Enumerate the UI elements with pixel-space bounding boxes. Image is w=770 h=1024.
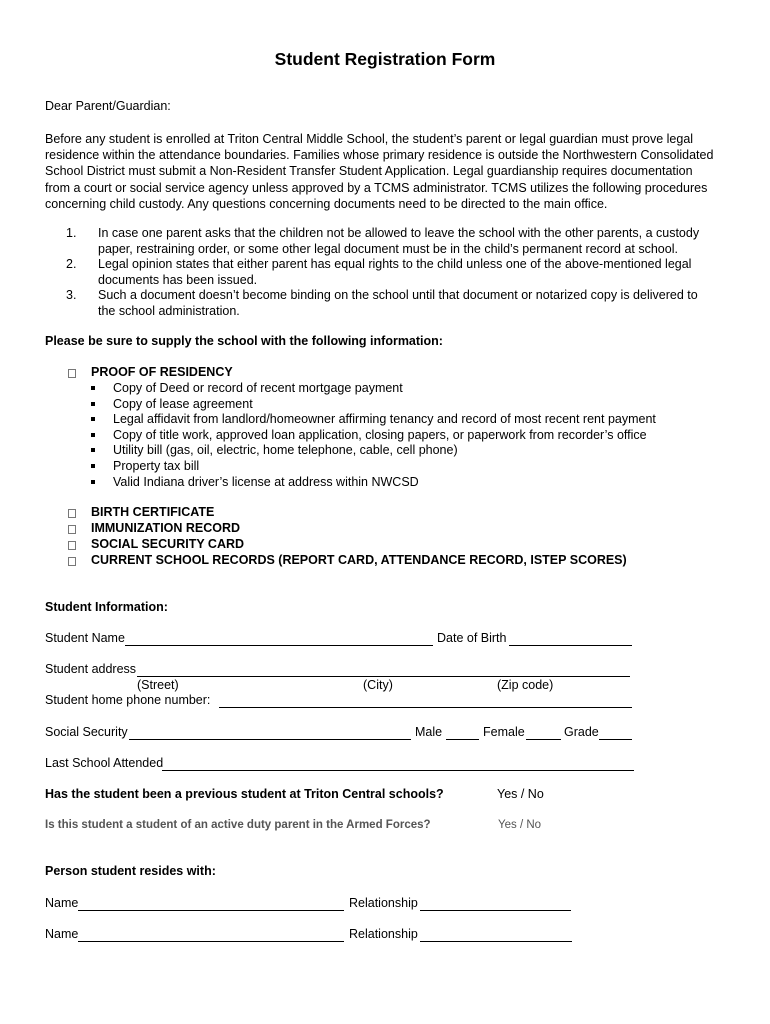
procedure-line: Such a document doesn’t become binding on the school until that document or notarized copy is delivered to [98, 288, 698, 302]
previous-student-options[interactable]: Yes / No [497, 787, 544, 801]
resides-heading: Person student resides with: [45, 864, 216, 878]
residency-heading: PROOF OF RESIDENCY [91, 365, 233, 379]
guardian-name-label: Name [45, 896, 79, 910]
procedure-line: Legal opinion states that either parent has equal rights to the child unless one of the above-mentioned legal [98, 257, 692, 271]
document-checkbox[interactable] [68, 541, 76, 550]
intro-line: from a court or social service agency unless approved by a TCMS administrator. TCMS utilizes the following procedures [45, 180, 708, 195]
list-item: Copy of title work, approved loan application, closing papers, or paperwork from recorder’s office [113, 428, 647, 442]
student-info-heading: Student Information: [45, 600, 168, 614]
student-name-field[interactable] [125, 645, 433, 646]
document-item: BIRTH CERTIFICATE [91, 505, 215, 519]
relationship-field[interactable] [420, 941, 572, 942]
bullet-icon [91, 464, 95, 468]
armed-forces-options[interactable]: Yes / No [498, 819, 542, 831]
relationship-label: Relationship [349, 896, 418, 910]
bullet-icon [91, 433, 95, 437]
intro-line: residence within the attendance boundaries. Families whose primary residence is outside the Northwestern Consolidated [45, 148, 714, 163]
last-school-label: Last School Attended [45, 756, 164, 770]
intro-paragraph [45, 131, 725, 212]
document-item: IMMUNIZATION RECORD [91, 521, 241, 535]
relationship-field[interactable] [420, 910, 571, 911]
zip-label: (Zip code) [497, 678, 554, 692]
armed-forces-question: Is this student a student of an active duty parent in the Armed Forces? [45, 819, 431, 831]
dob-label: Date of Birth [437, 631, 507, 645]
document-item: SOCIAL SECURITY CARD [91, 537, 245, 551]
list-item: Valid Indiana driver’s license at address within NWCSD [113, 475, 419, 489]
list-item: Utility bill (gas, oil, electric, home telephone, cable, cell phone) [113, 443, 458, 457]
grade-field[interactable] [599, 739, 632, 740]
female-label: Female [483, 725, 525, 739]
document-checkbox[interactable] [68, 557, 76, 566]
intro-line: Before any student is enrolled at Triton Central Middle School, the student’s parent or legal guardian must prove legal [45, 132, 694, 146]
female-field[interactable] [526, 739, 561, 740]
supply-heading: Please be sure to supply the school with the following information: [45, 334, 443, 348]
bullet-icon [91, 480, 95, 484]
intro-line: School District must submit a Non-Resident Transfer Student Application. Legal guardianship requires documentation [45, 164, 693, 179]
procedure-number: 1. [66, 226, 77, 240]
procedure-line: documents has been issued. [98, 272, 258, 287]
last-school-field[interactable] [162, 770, 634, 771]
list-item: Copy of Deed or record of recent mortgage payment [113, 381, 403, 395]
guardian-name-field[interactable] [78, 910, 344, 911]
procedure-line: the school administration. [98, 303, 240, 318]
list-item: Legal affidavit from landlord/homeowner affirming tenancy and record of most recent rent payment [113, 412, 656, 426]
phone-label: Student home phone number: [45, 693, 211, 707]
list-item: Copy of lease agreement [113, 397, 253, 411]
document-item: CURRENT SCHOOL RECORDS (REPORT CARD, ATTENDANCE RECORD, ISTEP SCORES) [91, 553, 627, 567]
city-label: (City) [363, 678, 393, 692]
address-label: Student address [45, 662, 137, 676]
bullet-icon [91, 402, 95, 406]
bullet-icon [91, 386, 95, 390]
procedure-line: In case one parent asks that the children not be allowed to leave the school with the other parents, a custody [98, 226, 700, 240]
residency-checkbox[interactable] [68, 369, 76, 378]
guardian-name-field[interactable] [78, 941, 344, 942]
ssn-field[interactable] [129, 739, 411, 740]
procedure-number: 2. [66, 257, 77, 271]
phone-field[interactable] [219, 707, 632, 708]
intro-line: concerning child custody. Any questions concerning documents need to be directed to the main office. [45, 196, 608, 211]
dob-field[interactable] [509, 645, 632, 646]
procedure-line: paper, restraining order, or some other legal document must be in the child’s permanent record at school. [98, 241, 678, 256]
document-checkbox[interactable] [68, 509, 76, 518]
address-field[interactable] [137, 676, 630, 677]
ssn-label: Social Security [45, 725, 128, 739]
list-item: Property tax bill [113, 459, 200, 473]
bullet-icon [91, 417, 95, 421]
male-label: Male [415, 725, 443, 739]
bullet-icon [91, 448, 95, 452]
page-title: Student Registration Form [274, 49, 496, 69]
previous-student-question: Has the student been a previous student at Triton Central schools? [45, 787, 444, 801]
procedure-number: 3. [66, 288, 77, 302]
street-label: (Street) [137, 678, 179, 692]
grade-label: Grade [564, 725, 599, 739]
salutation: Dear Parent/Guardian: [45, 99, 171, 113]
procedure-list [45, 226, 745, 321]
male-field[interactable] [446, 739, 479, 740]
relationship-label: Relationship [349, 927, 418, 941]
student-name-label: Student Name [45, 631, 125, 645]
guardian-name-label: Name [45, 927, 79, 941]
document-checkbox[interactable] [68, 525, 76, 534]
